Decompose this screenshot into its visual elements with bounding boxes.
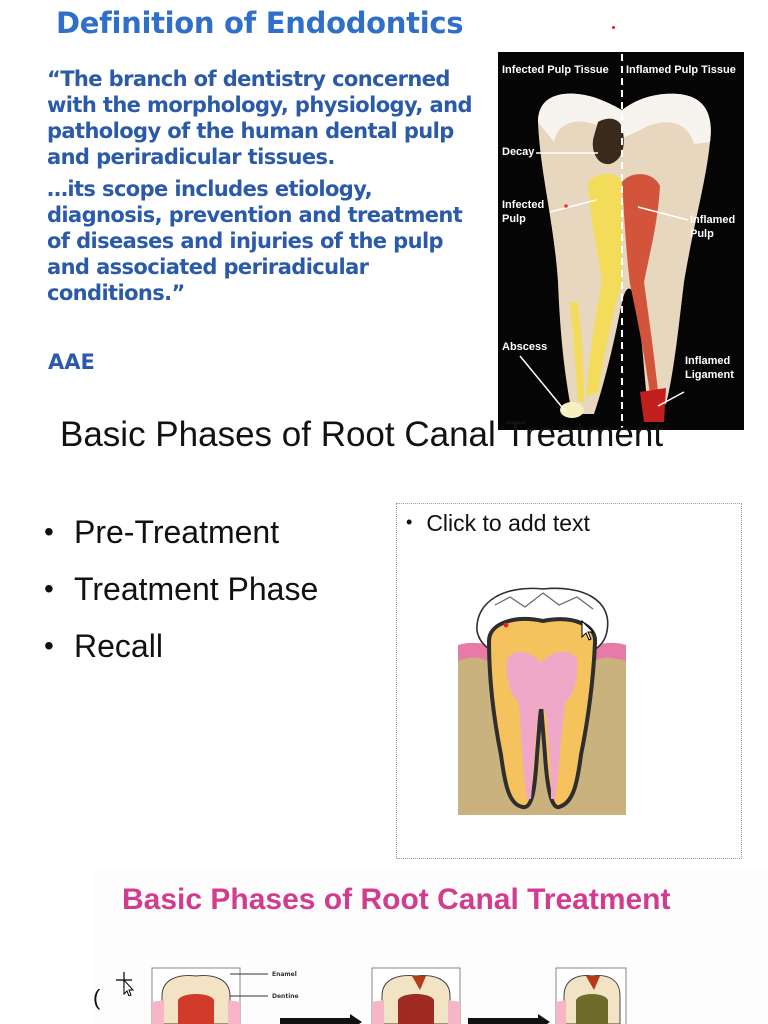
slide-title: Definition of Endodontics: [56, 6, 464, 40]
phases-bullet-list: [44, 510, 318, 681]
label-abscess: Abscess: [502, 341, 548, 353]
label-enamel: Enamel: [272, 971, 297, 978]
quote-paragraph-1: “The branch of dentistry concerned with the morphology, physiology, and pathology of the human dental pulp and periradicular tissues.: [47, 67, 472, 169]
definition-quote: [47, 66, 477, 312]
label-dentine: Dentine: [272, 993, 299, 1000]
root-canal-phase-diagrams: [150, 966, 630, 1024]
quote-paragraph-2: …its scope includes etiology, diagnosis, prevention and treatment of diseases and injuries of the pulp and associated periradicular conditions.”: [47, 177, 463, 305]
label-inflamed-pulp-tissue: Inflamed Pulp Tissue: [626, 64, 736, 76]
bullet-recall: • Recall: [44, 624, 318, 681]
tooth-diagram: [455, 585, 630, 815]
move-cursor-icon: [116, 972, 136, 996]
laser-pointer-dot: [612, 26, 615, 29]
label-inflamed-pulp: Inflamed Pulp: [690, 214, 736, 240]
partial-text: (: [93, 985, 101, 1010]
label-infected-pulp-tissue: Infected Pulp Tissue: [502, 64, 609, 76]
label-decay: Decay: [502, 146, 535, 158]
label-inflamed-ligament: Inflamed Ligament: [685, 355, 734, 381]
placeholder-text[interactable]: • Click to add text: [406, 510, 590, 537]
slide-definition: [0, 0, 768, 420]
bullet-treatment-phase: • Treatment Phase: [44, 567, 318, 624]
bullet-pre-treatment: • Pre-Treatment: [44, 510, 318, 567]
slide-title-phases: Basic Phases of Root Canal Treatment: [60, 415, 664, 454]
quote-source: AAE: [48, 350, 95, 374]
slide-title-phases-pink: Basic Phases of Root Canal Treatment: [122, 883, 671, 916]
label-infected-pulp: Infected Pulp: [502, 199, 545, 225]
tooth-cross-section-image: [498, 52, 744, 430]
